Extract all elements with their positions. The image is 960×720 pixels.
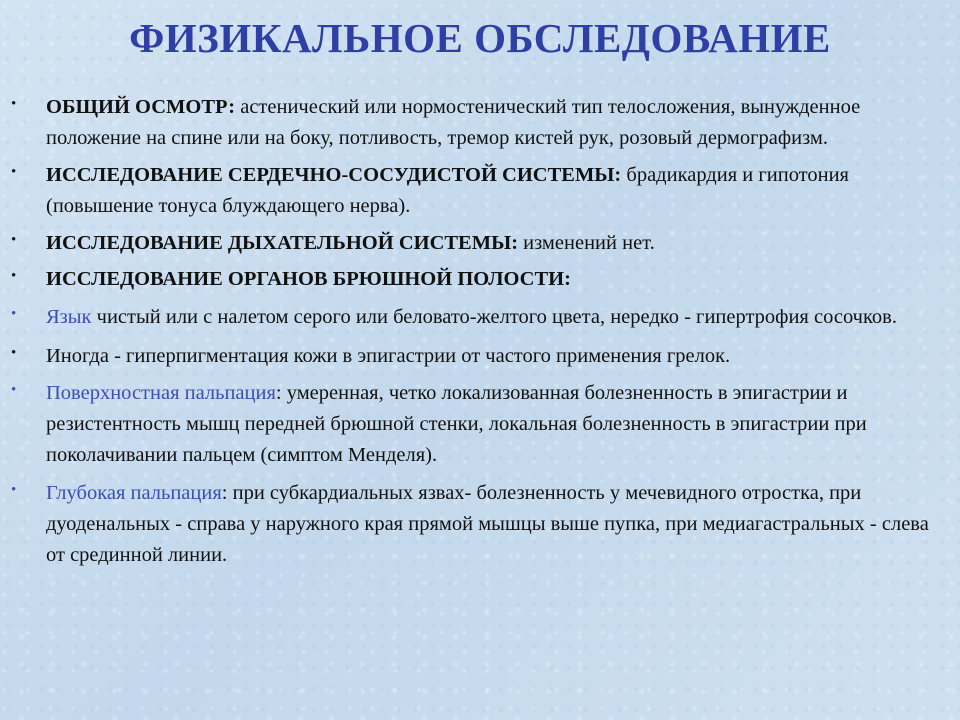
bullet-icon: • — [11, 482, 17, 498]
list-item-abdominal — [0, 264, 960, 295]
item-text: чистый или с налетом серого или беловато-желтого цвета, нередко - гипертрофия сосочков. — [91, 306, 897, 328]
bullet-icon: • — [11, 164, 17, 180]
item-heading: ИССЛЕДОВАНИЕ СЕРДЕЧНО-СОСУДИСТОЙ СИСТЕМЫ: — [46, 164, 622, 186]
item-text: : при субкардиальных язвах- болезненность у мечевидного отростка, при дуоденальных - справа у наружного края прямой мышцы выше пупка, при медиагастральных - слева от срединной линии. — [46, 482, 929, 566]
bullet-icon: • — [11, 306, 17, 322]
item-text: : умеренная, четко локализованная болезненность в эпигастрии и резистентность мышц передней брюшной стенки, локальная болезненность в эпигастрии при поколачивании пальцем (симптом Менделя). — [46, 382, 867, 466]
list-item-deep-palpation — [0, 478, 960, 571]
bullet-list — [0, 92, 960, 571]
item-text: астенический или нормостенический тип телосложения, вынужденное положение на спине или на боку, потливость, тремор кистей рук, розовый дермографизм. — [46, 96, 861, 149]
slide-title: ФИЗИКАЛЬНОЕ ОБСЛЕДОВАНИЕ — [129, 15, 831, 61]
list-item-general-exam — [0, 92, 960, 154]
item-text: брадикардия и гипотония (повышение тонуса блуждающего нерва). — [46, 164, 849, 217]
bullet-icon: • — [11, 96, 17, 112]
bullet-icon: • — [11, 382, 17, 398]
item-highlight: Глубокая пальпация — [46, 482, 222, 504]
bullet-icon: • — [11, 232, 17, 248]
item-text: изменений нет. — [518, 232, 655, 254]
item-heading: ИССЛЕДОВАНИЕ ДЫХАТЕЛЬНОЙ СИСТЕМЫ: — [46, 232, 519, 254]
item-heading: ИССЛЕДОВАНИЕ ОРГАНОВ БРЮШНОЙ ПОЛОСТИ: — [46, 268, 571, 290]
list-item-tongue — [0, 302, 960, 333]
bullet-icon: • — [11, 268, 17, 284]
item-text: Иногда - гиперпигментация кожи в эпигастрии от частого применения грелок. — [46, 345, 731, 367]
bullet-icon: • — [11, 345, 17, 361]
list-item-pigmentation — [0, 341, 960, 372]
item-highlight: Поверхностная пальпация — [46, 382, 276, 404]
list-item-cardiovascular — [0, 160, 960, 222]
item-heading: ОБЩИЙ ОСМОТР: — [46, 96, 236, 118]
list-item-respiratory — [0, 228, 960, 259]
list-item-superficial-palpation — [0, 378, 960, 471]
item-highlight: Язык — [46, 306, 92, 328]
